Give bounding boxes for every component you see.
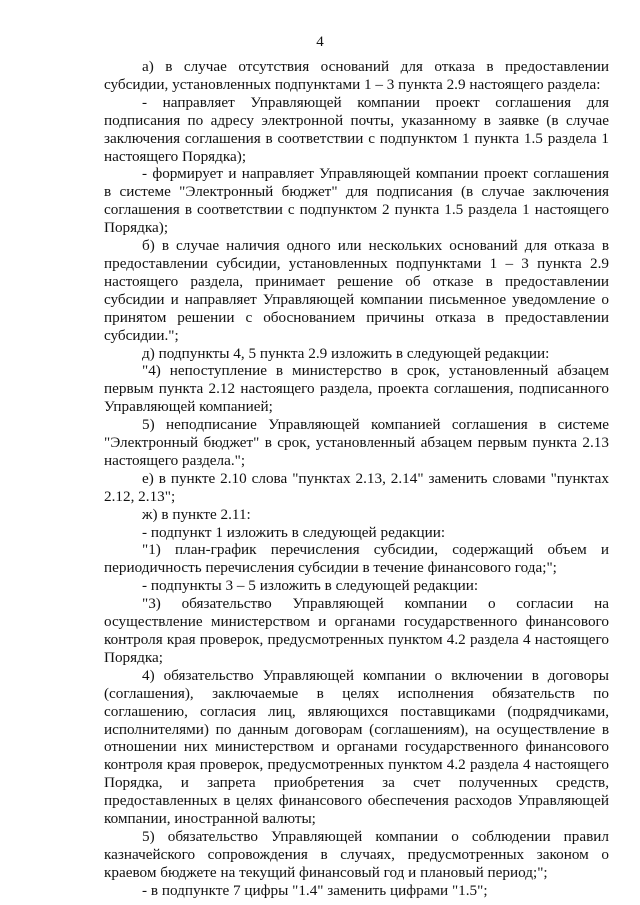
page-number: 4 <box>316 34 324 50</box>
paragraph-b: б) в случае наличия одного или нескольких оснований для отказа в предоставлении субсидии, установленных подпунктами 1 – 3 пункта 2.9 настоящего раздела, принимает решение об отказе в предоставлении субсидии и направляет Управляющей компании письменное уведомление о принятом решении с обоснованием причины отказа в предоставлении субсидии."; <box>104 237 609 344</box>
paragraph-item-4: "4) непоступление в министерство в срок, установленный абзацем первым пункта 2.12 настоящего раздела, проекта соглашения, подписанного Управляющей компанией; <box>104 362 609 416</box>
paragraph-a: а) в случае отсутствия оснований для отказа в предоставлении субсидии, установленных подпунктами 1 – 3 пункта 2.9 настоящего раздела: <box>104 58 609 93</box>
paragraph-subitem-3: "3) обязательство Управляющей компании о согласии на осуществление министерством и органами государственного финансового контроля края проверок, предусмотренных пунктом 4.2 раздела 4 настоящего Порядка; <box>104 595 609 666</box>
paragraph-subitems-3-5-heading: - подпункты 3 – 5 изложить в следующей редакции: <box>142 577 479 595</box>
paragraph-d: д) подпункты 4, 5 пункта 2.9 изложить в следующей редакции: <box>142 344 550 362</box>
paragraph-send-budget-system: - формирует и направляет Управляющей компании проект соглашения в системе "Электронный бюджет" для подписания (в случае заключения соглашения в соответствии с подпунктом 2 пункта 1.5 раздела 1 настоящего Порядка); <box>104 165 609 237</box>
paragraph-subitem-5: 5) обязательство Управляющей компании о соблюдении правил казначейского сопровождения в случаях, предусмотренных законом о краевом бюджете на текущий финансовый год и плановый период;"; <box>104 827 609 881</box>
paragraph-send-email: - направляет Управляющей компании проект соглашения для подписания по адресу электронной почты, указанному в заявке (в случае заключения соглашения в соответствии с подпунктом 1 пункта 1.5 раздела 1 настоящего Порядка); <box>104 93 609 165</box>
paragraph-subitem-4: 4) обязательство Управляющей компании о включении в договоры (соглашения), заключаемые в целях исполнения обязательств по соглашению, согласия лиц, являющихся поставщиками (подрядчиками, исполнителями) по данным договорам (соглашениям), на осуществление в отношении них министерством и органами государственного финансового контроля края проверок, предусмотренных пунктом 4.2 раздела 4 настоящего Порядка, и запрета приобретения за счет полученных средств, предоставленных в целях финансового обеспечения расходов Управляющей компании, иностранной валюты; <box>104 666 609 828</box>
paragraph-zh: ж) в пункте 2.11: <box>142 505 251 523</box>
paragraph-item-5: 5) неподписание Управляющей компанией соглашения в системе "Электронный бюджет" в срок, установленный абзацем первым пункта 2.13 настоящего раздела."; <box>104 416 609 469</box>
paragraph-subitem-7: - в подпункте 7 цифры "1.4" заменить цифрами "1.5"; <box>142 881 488 899</box>
paragraph-subitem-1: "1) план-график перечисления субсидии, содержащий объем и периодичность перечисления субсидии в течение финансового года;"; <box>104 541 609 577</box>
paragraph-subitem-1-heading: - подпункт 1 изложить в следующей редакции: <box>142 523 446 541</box>
paragraph-e: е) в пункте 2.10 слова "пунктах 2.13, 2.14" заменить словами "пунктах 2.12, 2.13"; <box>104 469 609 505</box>
document-body <box>104 58 609 900</box>
